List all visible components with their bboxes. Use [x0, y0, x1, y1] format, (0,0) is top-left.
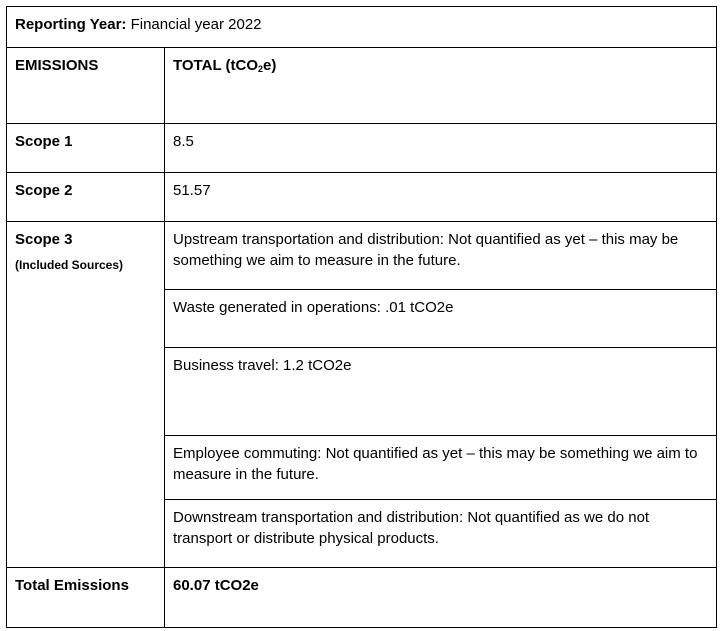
total-header-subscript: 2: [258, 64, 264, 74]
reporting-year-cell: [7, 7, 717, 48]
emissions-header-cell: [7, 48, 165, 124]
scope1-value: 8.5: [173, 133, 194, 150]
total-header: [165, 48, 716, 82]
scope3-source-text: Employee commuting: Not quantified as yet – this may be something we aim to measure in the future.: [173, 445, 698, 483]
scope2-row: [7, 173, 717, 222]
scope1-row: [7, 124, 717, 173]
total-header-suffix: e): [263, 57, 277, 74]
scope3-source-item: [165, 436, 716, 500]
scope2-value: 51.57: [173, 182, 211, 199]
scope3-source-text: Business travel: 1.2 tCO2e: [173, 357, 352, 374]
scope3-label-cell: [7, 222, 165, 568]
emissions-header: EMISSIONS: [15, 57, 99, 74]
scope3-source-item: [165, 500, 716, 567]
total-row: [7, 568, 717, 628]
scope3-source-item: [165, 222, 716, 290]
scope1-label: Scope 1: [15, 133, 73, 150]
scope3-note: (Included Sources): [15, 258, 124, 272]
scope3-source-item: [165, 348, 716, 436]
emissions-table: [6, 6, 717, 628]
scope3-label: Scope 3: [15, 231, 73, 248]
scope2-label-cell: [7, 173, 165, 222]
header-row: [7, 48, 717, 124]
total-value: 60.07 tCO2e: [173, 577, 259, 594]
scope3-source-text: Downstream transportation and distribution: Not quantified as we do not transport or distribute physical products.: [173, 509, 650, 547]
scope3-source-item: [165, 290, 716, 348]
scope1-label-cell: [7, 124, 165, 173]
total-label: Total Emissions: [15, 577, 129, 594]
reporting-year-label: Reporting Year:: [15, 16, 127, 33]
total-label-cell: [7, 568, 165, 628]
reporting-year-value: Financial year 2022: [130, 16, 262, 33]
scope3-sources-cell: [165, 222, 717, 568]
scope3-source-text: Waste generated in operations: .01 tCO2e: [173, 299, 454, 316]
scope1-value-cell: [165, 124, 717, 173]
scope3-source-text: Upstream transportation and distribution: Not quantified as yet – this may be something we aim to measure in the future.: [173, 231, 679, 269]
total-value-cell: [165, 568, 717, 628]
scope2-value-cell: [165, 173, 717, 222]
reporting-year-row: [7, 7, 717, 48]
scope2-label: Scope 2: [15, 182, 73, 199]
total-header-prefix: TOTAL (tCO: [173, 57, 258, 74]
total-header-cell: [165, 48, 717, 124]
scope3-row: [7, 222, 717, 568]
